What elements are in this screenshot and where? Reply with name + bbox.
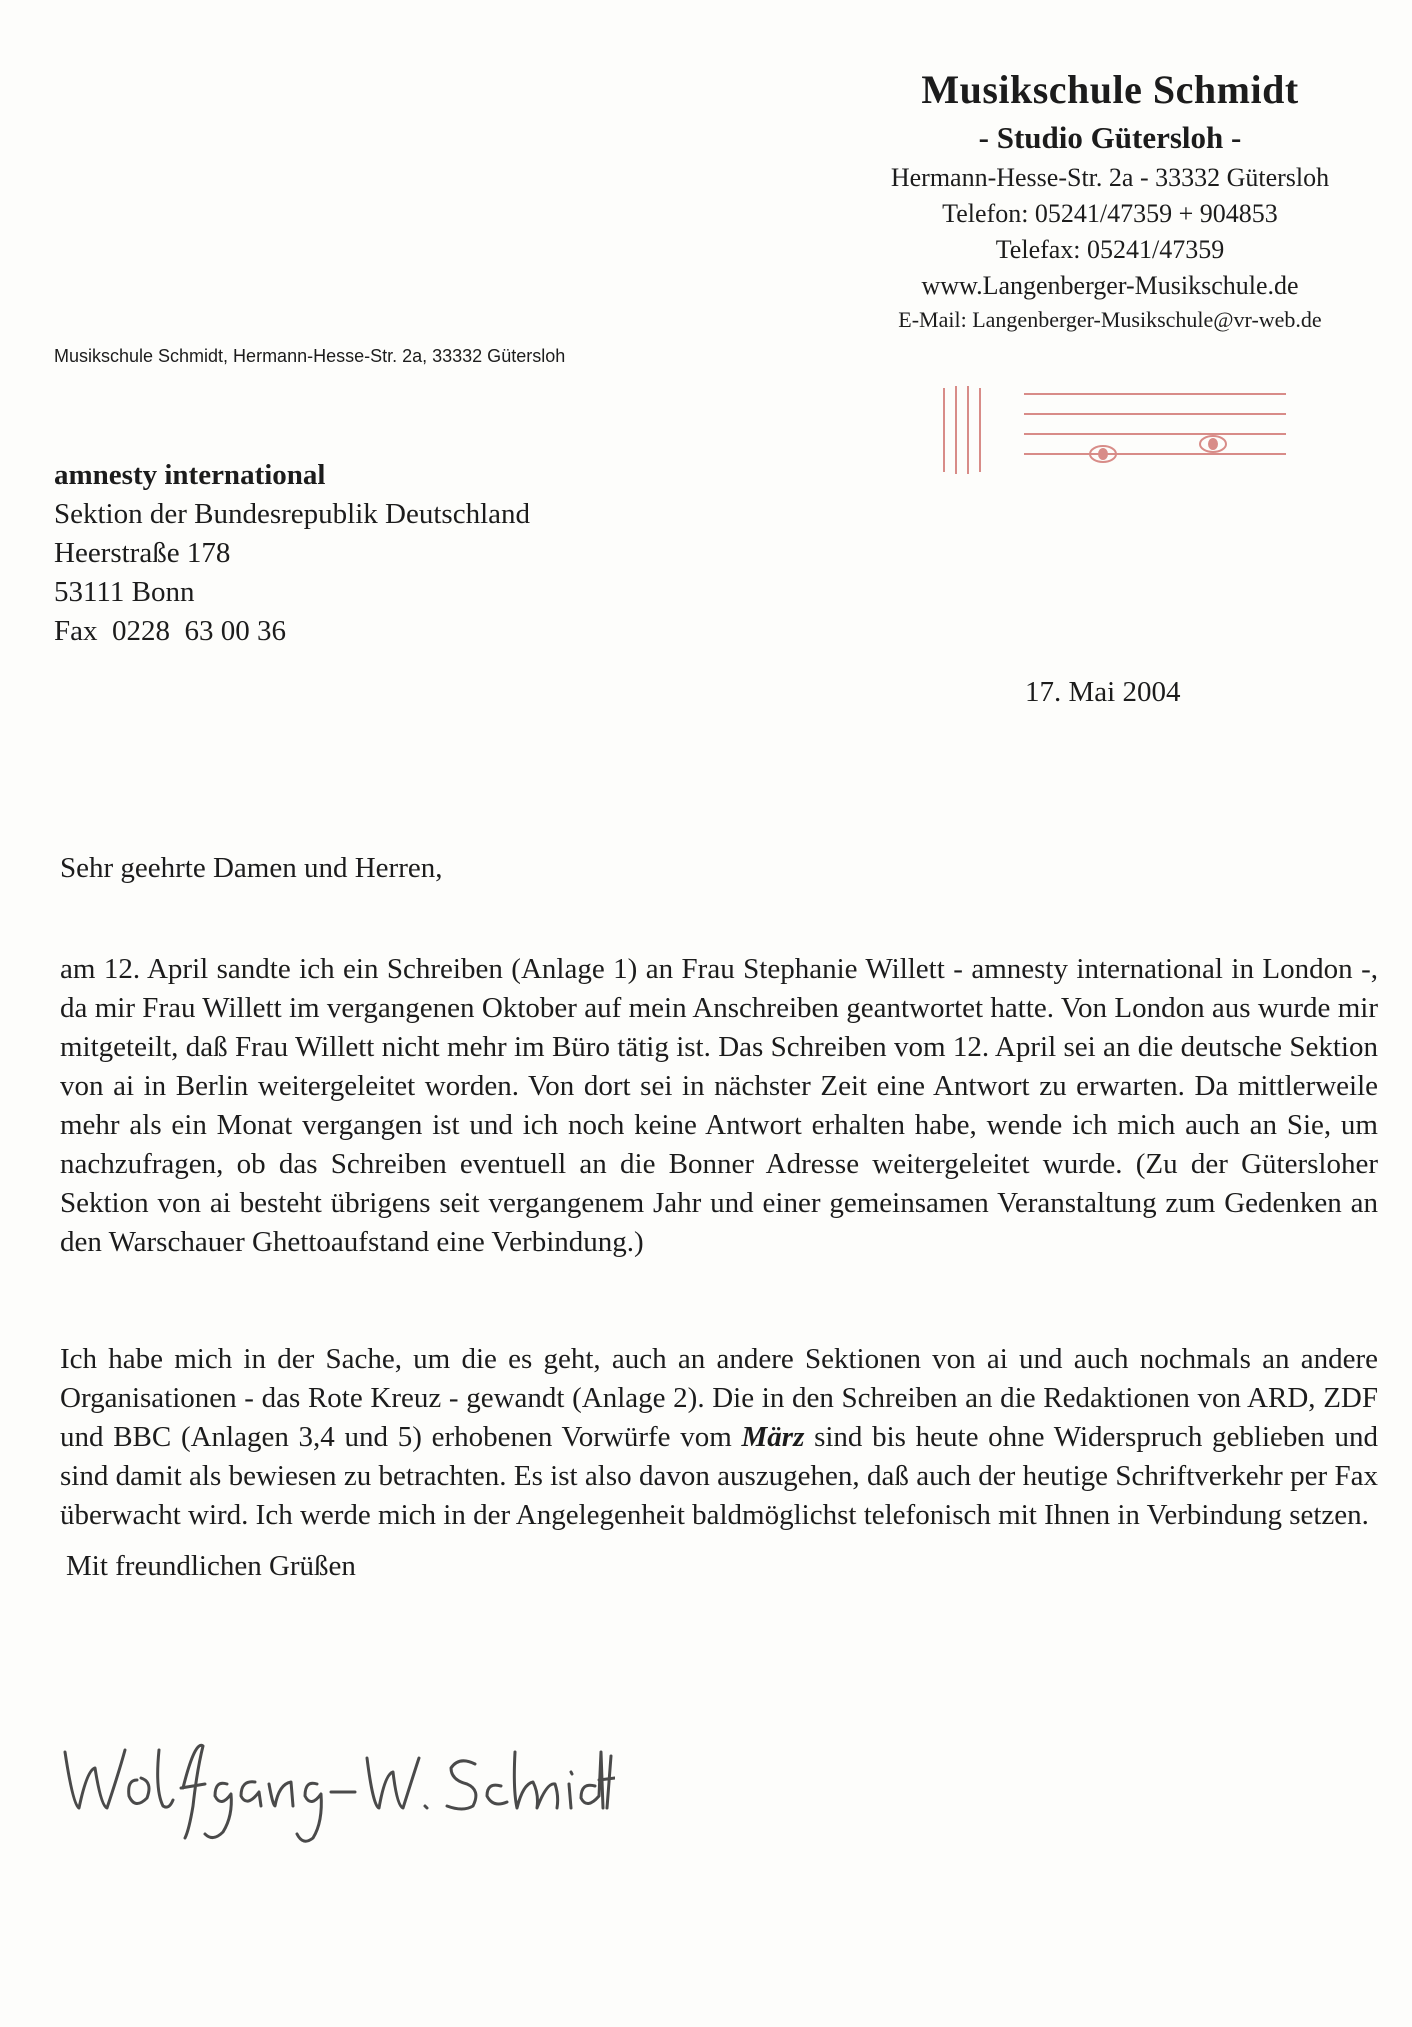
recipient-city: 53111 Bonn bbox=[54, 576, 195, 608]
recipient-fax: Fax 0228 63 00 36 bbox=[54, 615, 286, 647]
salutation: Sehr geehrte Damen und Herren, bbox=[60, 852, 443, 884]
recipient-street: Heerstraße 178 bbox=[54, 537, 231, 569]
school-email: E-Mail: Langenberger-Musikschule@vr-web.de bbox=[898, 307, 1322, 332]
recipient-org: amnesty international bbox=[54, 459, 326, 491]
body-paragraph-2 bbox=[60, 1340, 1378, 1535]
handwritten-signature bbox=[55, 1710, 615, 1850]
sender-return-line: Musikschule Schmidt, Hermann-Hesse-Str. 2a, 33332 Gütersloh bbox=[54, 346, 566, 366]
school-name: Musikschule Schmidt bbox=[921, 67, 1299, 112]
letterhead bbox=[840, 64, 1380, 336]
body-paragraph-2-part-2: sind bis heute ohne Widerspruch geblieben und sind damit als bewiesen zu betrachten. Es ist also davon auszugehen, daß auch der heutige Schriftverkehr per Fax überwacht wird. Ich werde mich in der Angelegenheit baldmöglichst telefonisch mit Ihnen in Verbindung setzen. bbox=[60, 1421, 1378, 1531]
body-paragraph-2-part-1: Ich habe mich in der Sache, um die es geht, auch an andere Sektionen von ai und auch nochmals an andere Organisationen - das Rote Kreuz - gewandt (Anlage 2). Die in den Schreiben an die Redaktionen von ARD, ZDF und BBC (Anlagen 3,4 und 5) erhobenen Vorwürfe vom bbox=[60, 1343, 1378, 1453]
recipient-section: Sektion der Bundesrepublik Deutschland bbox=[54, 498, 530, 530]
emphasized-month: März bbox=[741, 1421, 805, 1453]
letter-date: 17. Mai 2004 bbox=[1025, 676, 1181, 708]
school-telefax: Telefax: 05241/47359 bbox=[995, 235, 1225, 264]
closing: Mit freundlichen Grüßen bbox=[66, 1550, 356, 1582]
school-address: Hermann-Hesse-Str. 2a - 33332 Gütersloh bbox=[890, 163, 1330, 192]
school-telefon: Telefon: 05241/47359 + 904853 bbox=[942, 199, 1278, 228]
music-staff-logo bbox=[940, 380, 1290, 480]
studio-name: - Studio Gütersloh - bbox=[978, 120, 1242, 155]
body-paragraph-1: am 12. April sandte ich ein Schreiben (Anlage 1) an Frau Stephanie Willett - amnesty international in London -, da mir Frau Willett im vergangenen Oktober auf mein Anschreiben geantwortet hatte. Von London aus wurde mir mitgeteilt, daß Frau Willett nicht mehr im Büro tätig ist. Das Schreiben vom 12. April sei an die deutsche Sektion von ai in Berlin weitergeleitet worden. Von dort sei in nächster Zeit eine Antwort zu erwarten. Da mittlerweile mehr als ein Monat vergangen ist und ich noch keine Antwort erhalten habe, wende ich mich auch an Sie, um nachzufragen, ob das Schreiben eventuell an die Bonner Adresse weitergeleitet wurde. (Zu der Gütersloher Sektion von ai besteht übrigens seit vergangenem Jahr und einer gemeinsamen Veranstaltung zum Gedenken an den Warschauer Ghettoaufstand eine Verbindung.) bbox=[60, 953, 1378, 1258]
recipient-address bbox=[54, 456, 530, 651]
school-website: www.Langenberger-Musikschule.de bbox=[921, 271, 1299, 300]
